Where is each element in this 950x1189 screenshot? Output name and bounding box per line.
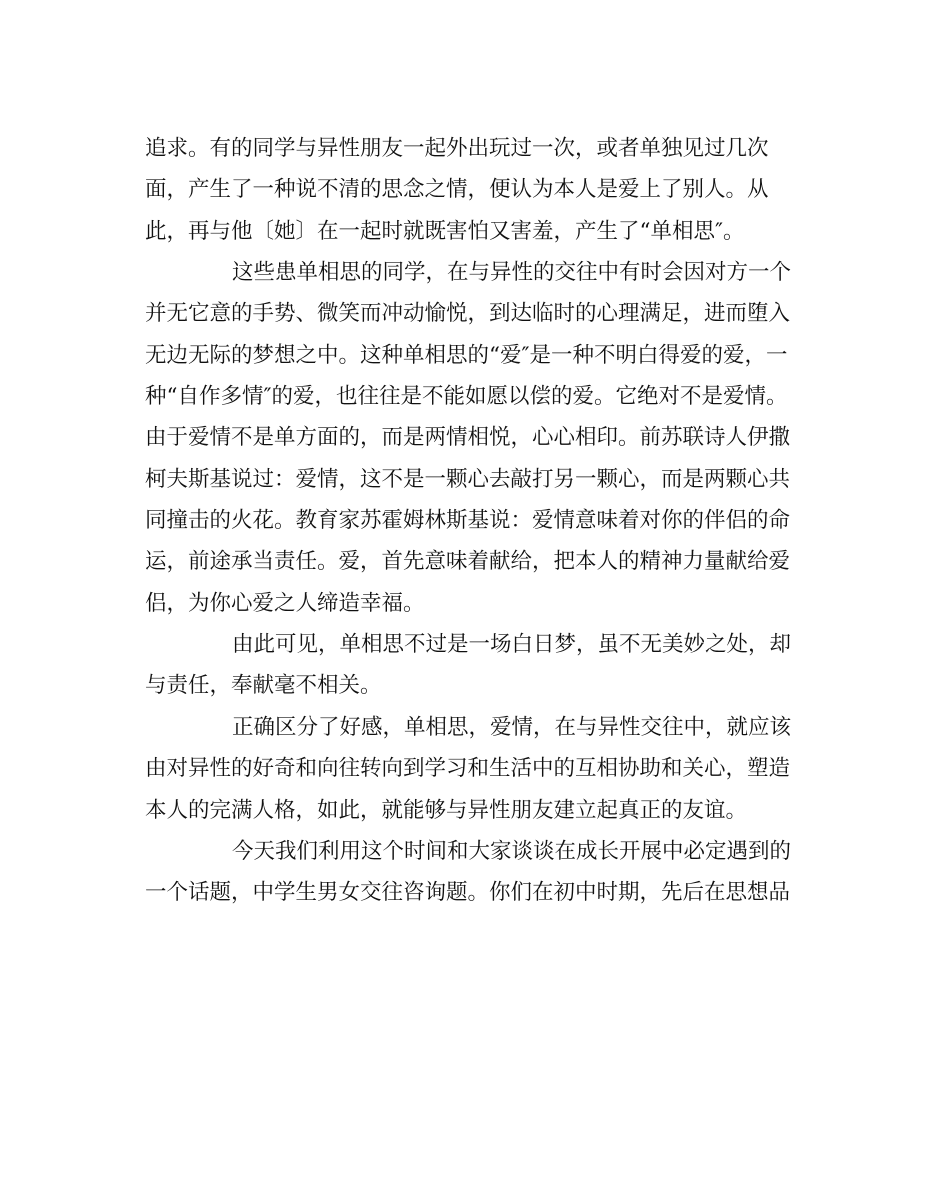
text-line: 本人的完满人格，如此，就能够与异性朋友建立起真正的友谊。 <box>145 797 748 823</box>
text-line: 柯夫斯基说过：爱情，这不是一颗心去敲打另一颗心，而是两颗心共 <box>145 466 791 492</box>
paragraph-first-line: 由此可见，单相思不过是一场白日梦，虽不无美妙之处，却 <box>232 632 792 658</box>
text-line: 侣，为你心爱之人缔造幸福。 <box>145 590 425 616</box>
text-line: 由对异性的好奇和向往转向到学习和生活中的互相协助和关心，塑造 <box>145 756 791 782</box>
text-line: 与责任，奉献毫不相关。 <box>145 673 382 699</box>
text-line: 由于爱情不是单方面的，而是两情相悦，心心相印。前苏联诗人伊撒 <box>145 425 791 451</box>
text-line: 并无它意的手势、微笑而冲动愉悦，到达临时的心理满足，进而堕入 <box>145 301 791 327</box>
text-line: 一个话题，中学生男女交往咨询题。你们在初中时期，先后在思想品 <box>145 880 791 906</box>
text-line: 同撞击的火花。教育家苏霍姆林斯基说：爱情意味着对你的伴侣的命 <box>145 508 791 534</box>
text-line: 追求。有的同学与异性朋友一起外出玩过一次，或者单独见过几次 <box>145 136 769 161</box>
paragraph-first-line: 正确区分了好感，单相思，爱情，在与异性交往中，就应该 <box>232 714 792 740</box>
text-line: 运，前途承当责任。爱，首先意味着献给，把本人的精神力量献给爱 <box>145 549 791 575</box>
text-line: 此，再与他〔她〕在一起时就既害怕又害羞，产生了“单相思″。 <box>145 218 745 244</box>
text-line: 种“自作多情″的爱，也往往是不能如愿以偿的爱。它绝对不是爱情。 <box>145 384 788 410</box>
text-line: 无边无际的梦想之中。这种单相思的“爱″是一种不明白得爱的爱，一 <box>145 342 788 368</box>
body-text <box>145 128 805 914</box>
paragraph-first-line: 这些患单相思的同学，在与异性的交往中有时会因对方一个 <box>232 260 792 286</box>
text-line: 面，产生了一种说不清的思念之情，便认为本人是爱上了别人。从 <box>145 177 769 203</box>
paragraph-first-line: 今天我们利用这个时间和大家谈谈在成长开展中必定遇到的 <box>232 838 792 864</box>
